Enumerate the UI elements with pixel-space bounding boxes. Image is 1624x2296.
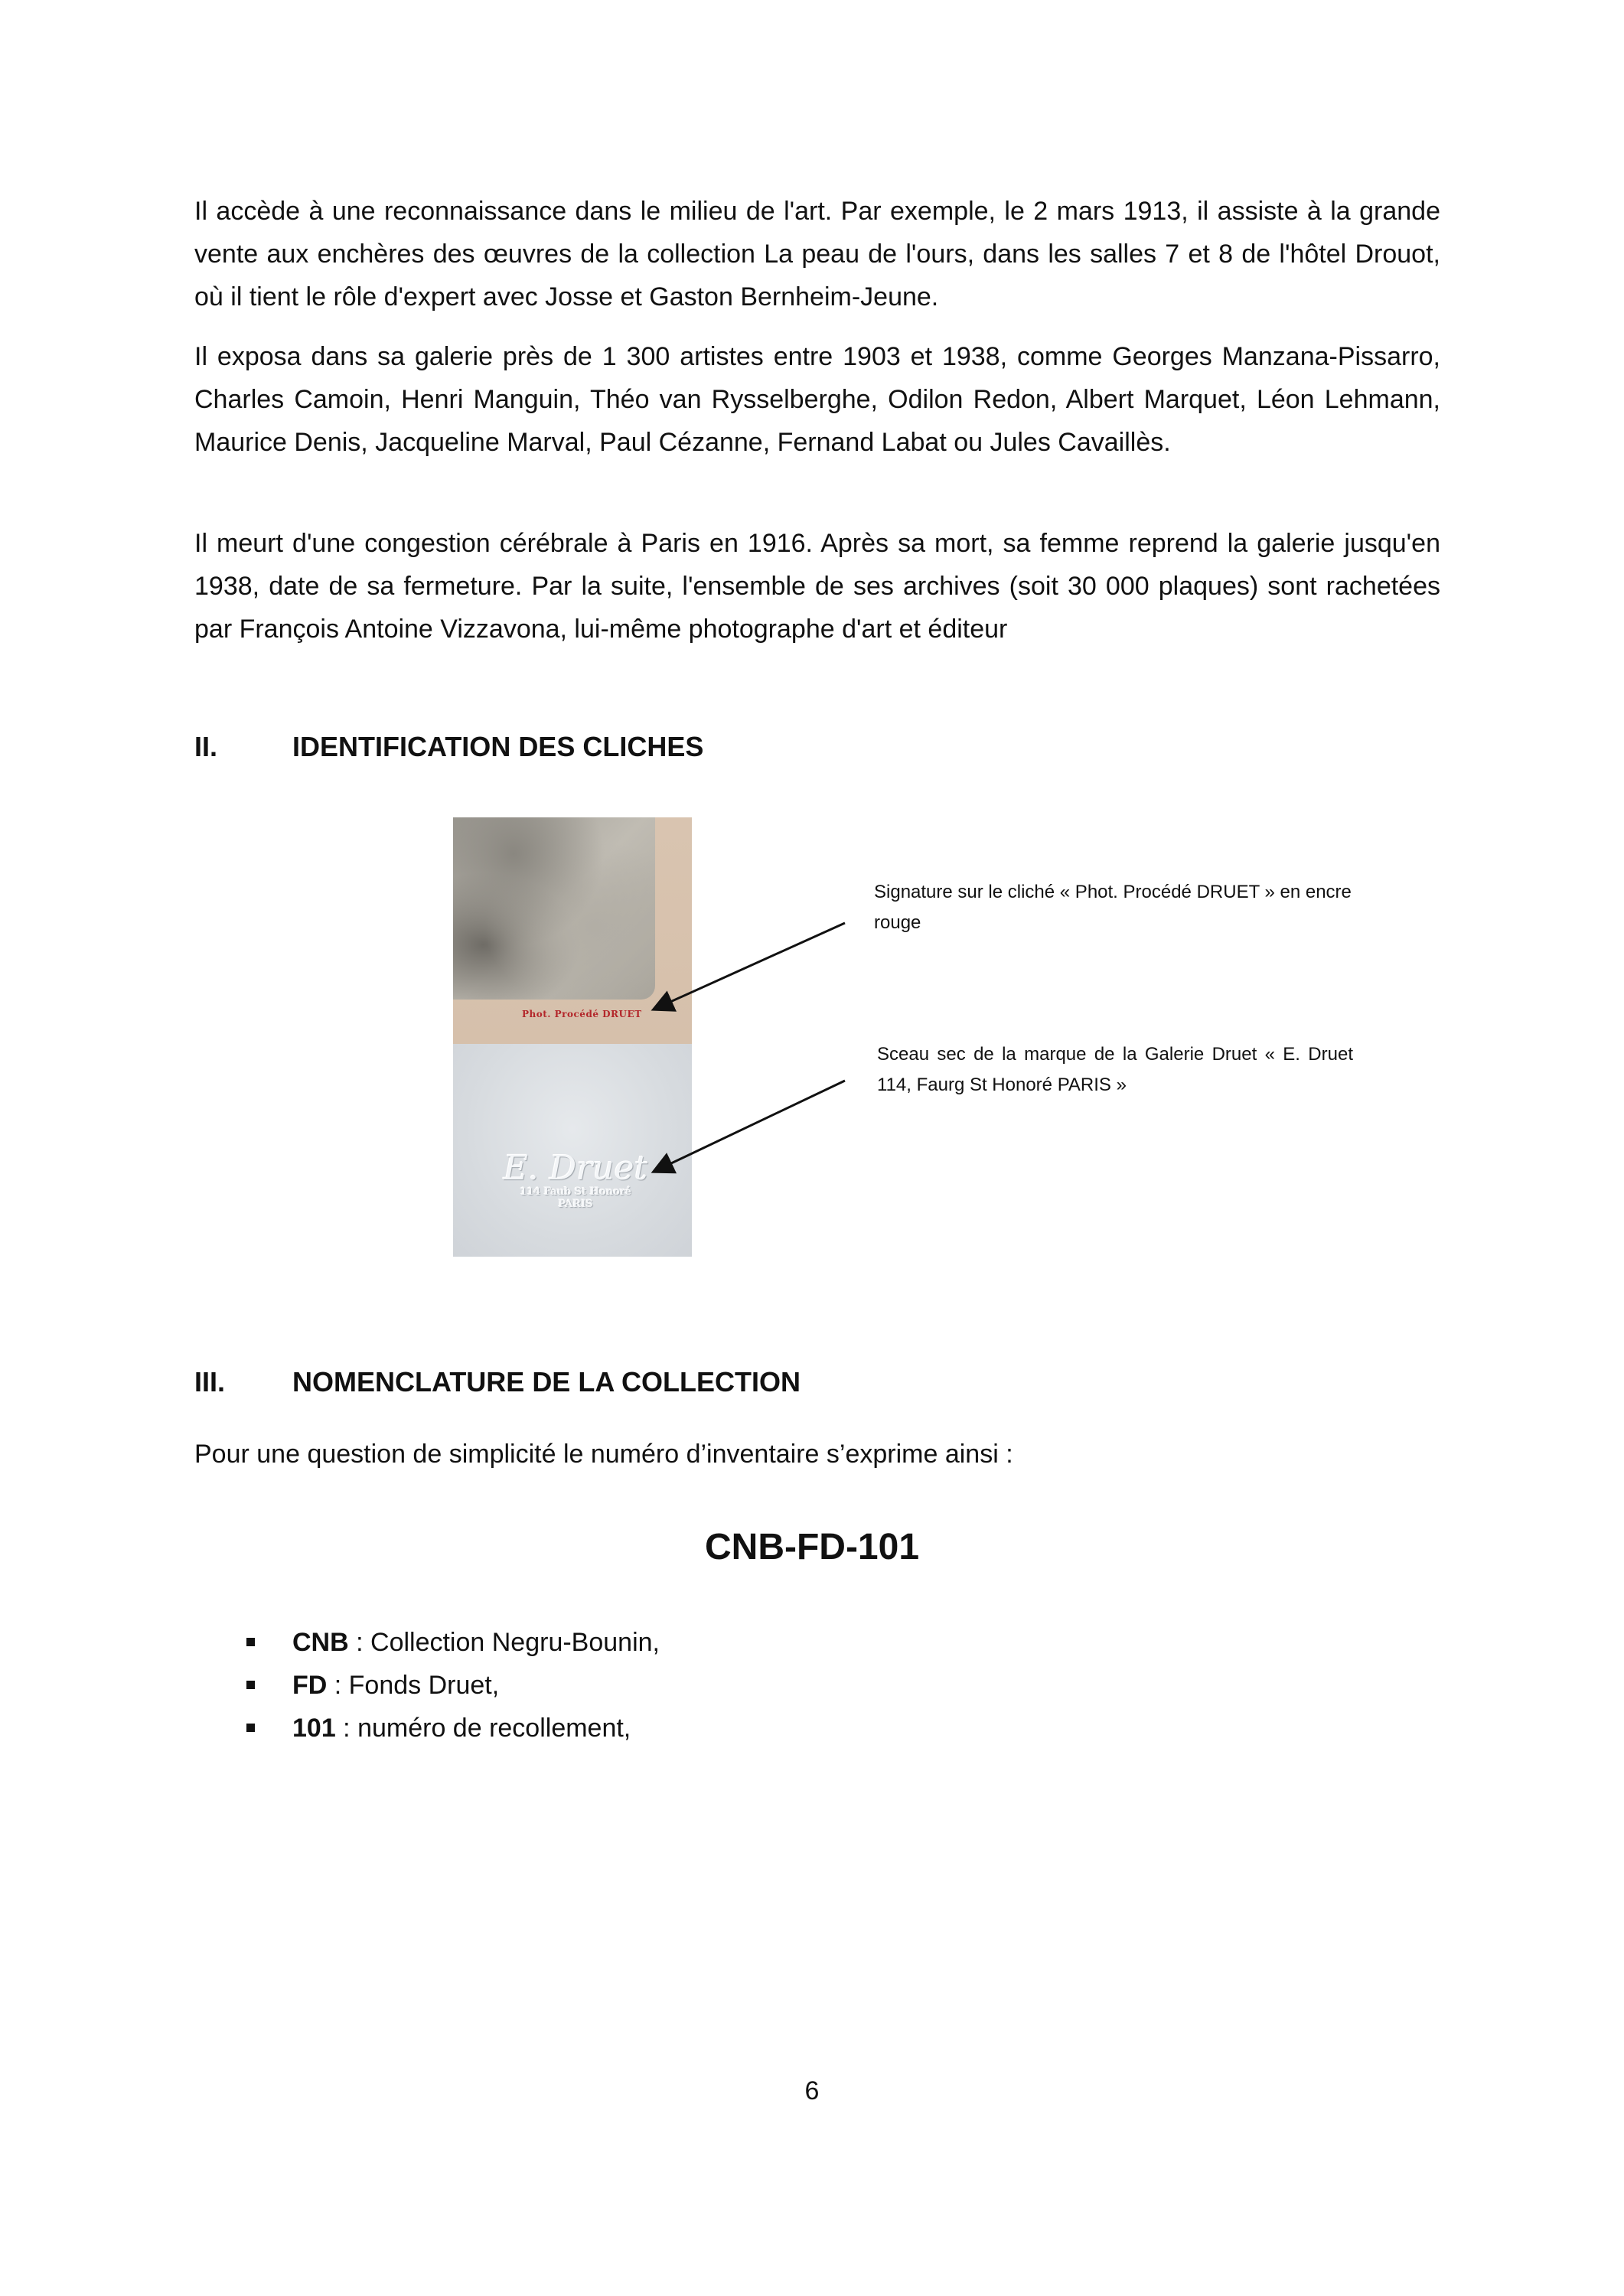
section-number: III. <box>194 1366 226 1397</box>
dry-seal-emboss <box>499 1151 652 1211</box>
inventory-code-example: CNB-FD-101 <box>704 1527 920 1567</box>
list-item-description: : Collection Negru-Bounin, <box>348 1628 660 1657</box>
section-number: II. <box>194 731 218 762</box>
paragraph-recognition: Il accède à une reconnaissance dans le milieu de l'art. Par exemple, le 2 mars 1913, il assiste à la grande vente aux enchères des œuvres de la collection La peau de l'ours, dans les salles 7 et 8 de l'hôtel Drouot, où il tient le rôle d'expert avec Josse et Gaston Bernheim-Jeune. <box>194 197 1440 311</box>
section-title: IDENTIFICATION DES CLICHES <box>292 731 704 762</box>
red-signature-stamp: Phot. Procédé DRUET <box>522 1009 642 1019</box>
caption-signature: Signature sur le cliché « Phot. Procédé DRUET » en encre rouge <box>874 882 1352 933</box>
list-item-description: : Fonds Druet, <box>327 1671 500 1700</box>
list-item <box>246 1621 660 1664</box>
square-bullet-icon <box>246 1681 255 1689</box>
list-item-term: CNB <box>292 1628 349 1657</box>
square-bullet-icon <box>246 1724 255 1732</box>
section-heading-nomenclature <box>194 1365 801 1399</box>
list-item-term: FD <box>292 1671 328 1700</box>
list-item <box>246 1707 660 1750</box>
section-title: NOMENCLATURE DE LA COLLECTION <box>292 1366 801 1397</box>
list-item-description: : numéro de recollement, <box>335 1714 631 1743</box>
print-area <box>453 817 692 1044</box>
square-bullet-icon <box>246 1638 255 1646</box>
paragraph-exhibitions: Il exposa dans sa galerie près de 1 300 artistes entre 1903 et 1938, comme Georges Manzana-Pissarro, Charles Camoin, Henri Manguin, Théo van Rysselberghe, Odilon Redon, Albert Marquet, Léon Lehmann, Maurice Denis, Jacqueline Marval, Paul Cézanne, Fernand Labat ou Jules Cavaillès. <box>194 342 1440 457</box>
list-item <box>246 1664 660 1707</box>
print-image <box>453 817 655 1000</box>
nomenclature-intro: Pour une question de simplicité le numéro d’inventaire s’exprime ainsi : <box>194 1440 1013 1469</box>
page-number: 6 <box>804 2076 820 2105</box>
photo-print-detail <box>453 817 692 1257</box>
caption-seal: Sceau sec de la marque de la Galerie Druet « E. Druet 114, Faurg St Honoré PARIS » <box>877 1044 1353 1095</box>
section-heading-identification <box>194 730 703 764</box>
paragraph-death-archives: Il meurt d'une congestion cérébrale à Paris en 1916. Après sa mort, sa femme reprend la galerie jusqu'en 1938, date de sa fermeture. Par la suite, l'ensemble de ses archives (soit 30 000 plaques) sont rachetées par François Antoine Vizzavona, lui-même photographe d'art et éditeur <box>194 529 1440 644</box>
list-item-term: 101 <box>292 1714 336 1743</box>
seal-name: E. Druet <box>503 1149 648 1188</box>
mount-paper <box>453 1044 692 1257</box>
nomenclature-list <box>246 1621 660 1750</box>
seal-city: PARIS <box>558 1199 593 1210</box>
seal-address: 114 Faub St Honoré <box>520 1186 631 1198</box>
